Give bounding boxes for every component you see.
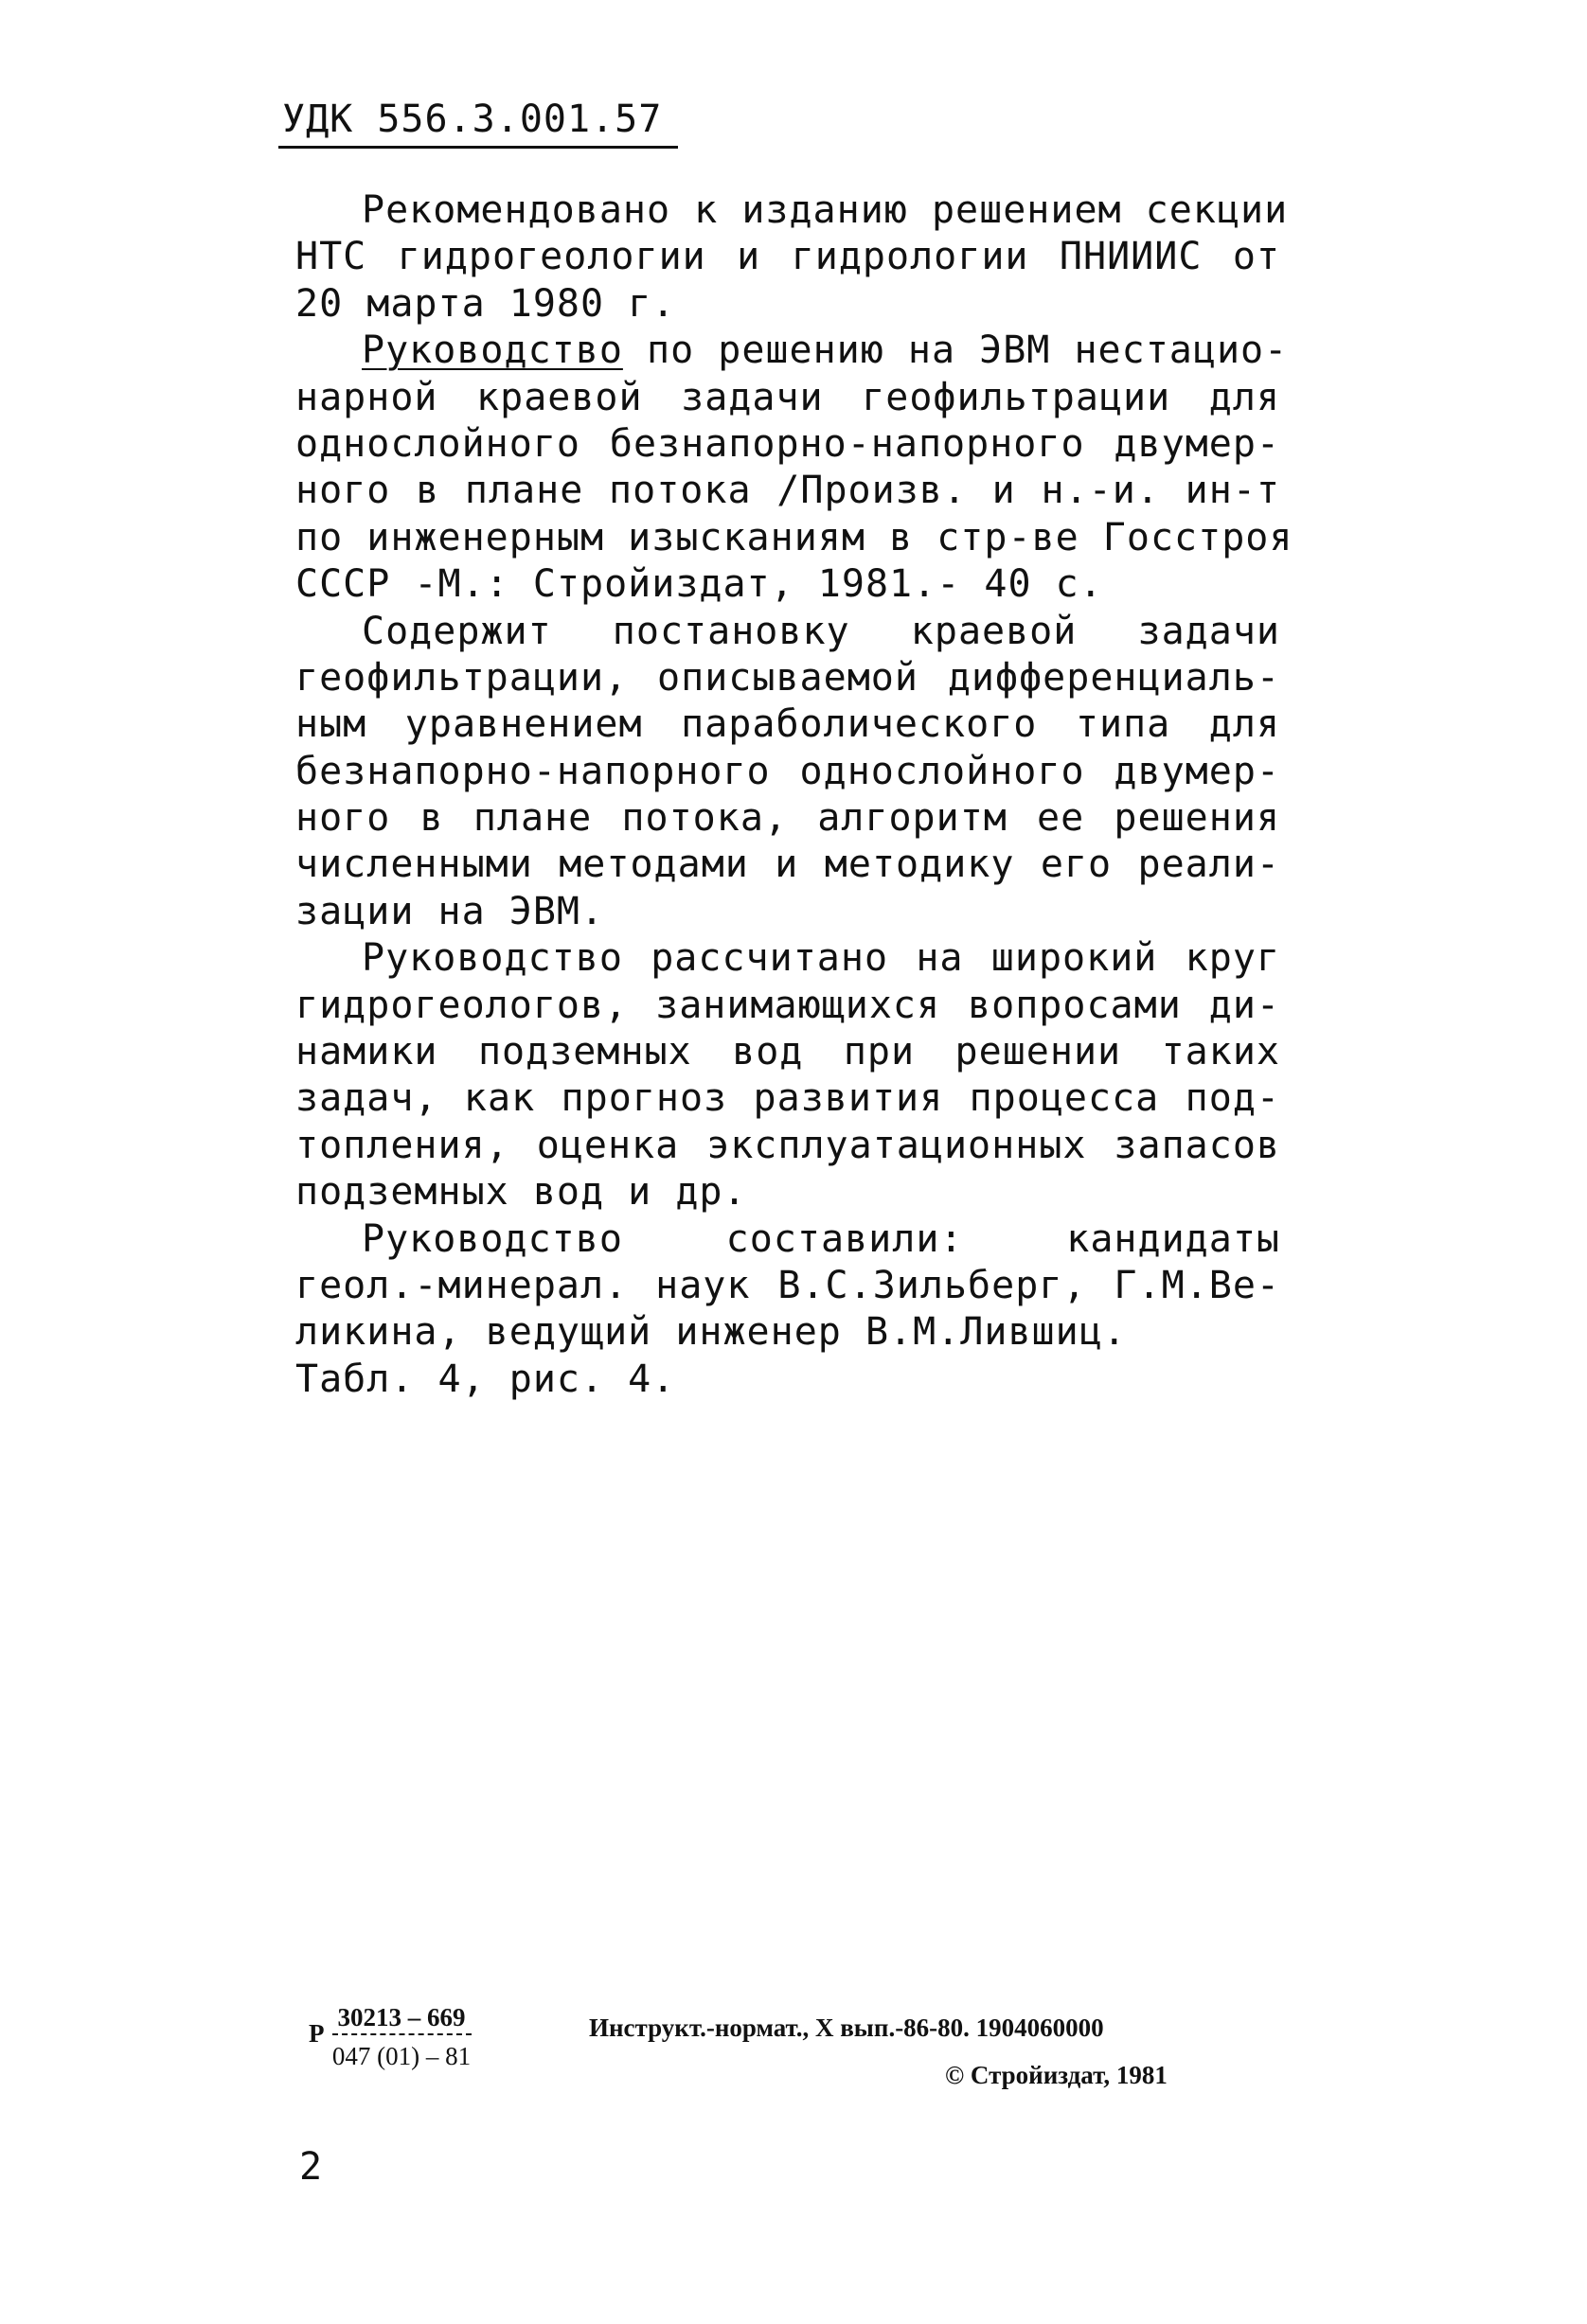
annotation-text: [295, 187, 1293, 1403]
summary-line-5: ного в плане потока, алгоритм ее решения: [295, 796, 1280, 841]
citation-line-5: по инженерным изысканиям в стр-ве Госстроя: [295, 515, 1293, 559]
imprint-code: [309, 2001, 472, 2077]
imprint-denominator: 047 (01) – 81: [331, 2042, 472, 2070]
udk-code: УДК 556.3.001.57: [282, 98, 663, 141]
recommendation-line-3: 20 марта 1980 г.: [295, 281, 676, 326]
authors-line-1: Руководство составили: кандидаты: [362, 1216, 1280, 1261]
publication-imprint: [309, 2001, 1168, 2089]
audience-line-3: намики подземных вод при решении таких: [295, 1030, 1280, 1074]
copyright-notice: © Стройиздат, 1981: [945, 2061, 1168, 2089]
udk-underline: [278, 146, 678, 149]
audience-line-1: Руководство рассчитано на широкий круг: [362, 936, 1280, 981]
citation-line-2: нарной краевой задачи геофильтрации для: [295, 375, 1280, 419]
imprint-fraction: [332, 2001, 472, 2077]
summary-line-3: ным уравнением параболического типа для: [295, 702, 1280, 747]
audience-line-2: гидрогеологов, занимающихся вопросами ди-: [295, 983, 1280, 1027]
imprint-description: Инструкт.-нормат., Х вып.-86-80. 1904060000: [589, 2014, 1104, 2042]
imprint-numerator: 30213 – 669: [332, 2001, 472, 2035]
summary-line-2: геофильтрации, описываемой дифференциаль-: [295, 655, 1280, 700]
citation-line-3: однослойного безнапорно-напорного двумер-: [295, 421, 1280, 466]
page-number: 2: [299, 2145, 323, 2189]
citation-line-4: ного в плане потока /Произв. и н.-и. ин-т: [295, 469, 1280, 513]
citation-line-1: [295, 328, 1289, 374]
authors-line-3: ликина, ведущий инженер В.М.Лившиц.: [295, 1310, 1127, 1355]
tables-figures-count: Табл. 4, рис. 4.: [295, 1357, 676, 1401]
authors-line-2: геол.-минерал. наук В.С.Зильберг, Г.М.Ве-: [295, 1263, 1280, 1307]
audience-line-4: задач, как прогноз развития процесса под-: [295, 1076, 1280, 1121]
citation-first-line-rest: по решению на ЭВМ нестацио-: [622, 328, 1289, 373]
summary-line-4: безнапорно-напорного однослойного двумер-: [295, 749, 1280, 793]
recommendation-line-2: НТС гидрогеологии и гидрологии ПНИИИС от: [295, 235, 1280, 279]
recommendation-line-1: Рекомендовано к изданию решением секции: [362, 188, 1289, 232]
audience-line-6: подземных вод и др.: [295, 1170, 747, 1215]
summary-line-1: Содержит постановку краевой задачи: [362, 609, 1280, 653]
audience-line-5: топления, оценка эксплуатационных запасов: [295, 1123, 1280, 1167]
citation-title-word: Руководство: [362, 328, 623, 373]
citation-line-6: СССР -М.: Стройиздат, 1981.- 40 с.: [295, 562, 1103, 607]
summary-line-6: численными методами и методику его реали-: [295, 843, 1280, 887]
summary-line-7: зации на ЭВМ.: [295, 889, 605, 933]
imprint-prefix: Р: [309, 2019, 325, 2048]
